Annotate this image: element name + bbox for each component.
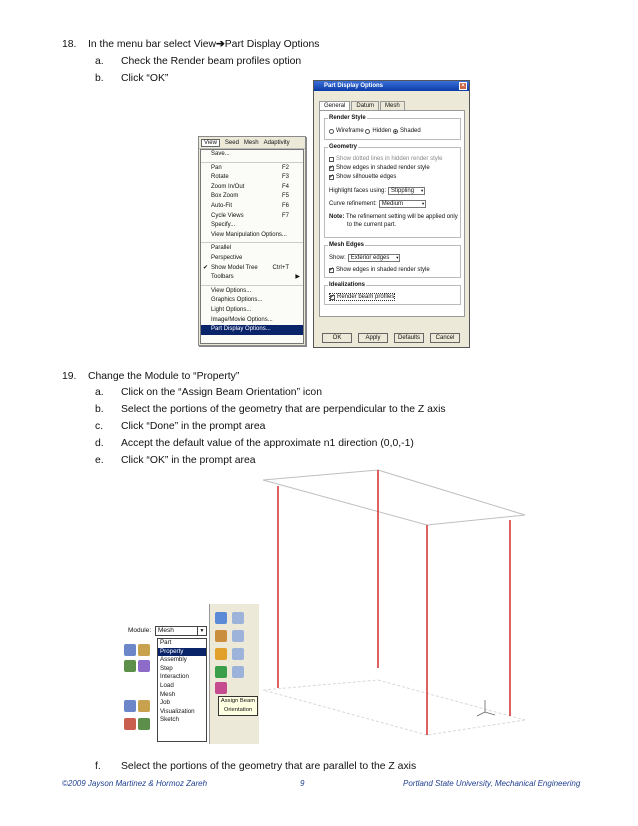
menu-shortcut: F6 [281,202,289,209]
checkbox-label: Show edges in shaded render style [336,267,430,273]
module-select[interactable] [155,626,207,636]
menu-item-label: Light Options... [211,306,252,313]
tool-icon[interactable] [232,630,244,642]
field-label: Curve refinement: [329,201,377,207]
substep-text: Select the portions of the geometry that are parallel to the Z axis [121,761,417,772]
tool-icon[interactable] [138,660,150,672]
menu-shortcut: F7 [281,212,289,219]
tool-icon[interactable] [215,666,227,678]
substep-text: Click “OK” in the prompt area [121,455,256,466]
menu-item-label: Image/Movie Options... [211,316,273,323]
bbox-edge [378,680,525,720]
tab-mesh[interactable]: Mesh [380,101,405,110]
module-label: Module: [128,627,152,634]
footer-page: 9 [300,779,305,788]
note-text: The refinement setting will be applied only [346,214,458,220]
substep-letter: b. [95,404,104,415]
substep-text: Select the portions of the geometry that are perpendicular to the Z axis [121,404,446,415]
substep-text: Accept the default value of the approximate n1 direction (0,0,-1) [121,438,414,449]
assign-beam-orientation-icon[interactable] [215,682,227,694]
chevron-down-icon[interactable]: ▼ [197,627,206,635]
module-option[interactable]: Visualization [160,707,195,715]
tool-icon[interactable] [138,718,150,730]
module-select-value: Mesh [158,627,174,634]
tool-icon[interactable] [138,644,150,656]
submenu-arrow-icon: ▶ [295,274,300,281]
menu-item-label: Cycle Views [211,212,244,219]
menu-item-label: Part Display Options... [211,326,271,333]
highlight-faces-select[interactable]: Stippling ▼ [388,187,425,195]
menu-item-label: Auto-Fit [211,202,233,209]
menu-item-label: Box Zoom [211,193,239,200]
menu-shortcut: F3 [281,174,289,181]
close-icon[interactable]: × [459,82,467,90]
footer-right: Portland State University, Mechanical Engineering [403,779,581,788]
module-option[interactable]: Interaction [160,673,189,681]
menu-shortcut: Ctrl+T [272,264,289,271]
ok-button[interactable]: OK [322,333,352,343]
menu-mesh[interactable]: Mesh [243,139,259,146]
field-label: Show: [329,255,346,261]
group-title: Idealizations [329,282,366,288]
module-option[interactable]: Part [160,639,172,646]
module-option[interactable]: Mesh [160,690,176,698]
bbox-edge [427,720,525,735]
tab-general[interactable]: General [319,101,350,110]
field-label: Highlight faces using: [329,188,387,194]
menu-item-label: Perspective [211,254,243,261]
module-option[interactable]: Sketch [160,716,179,724]
cancel-button[interactable]: Cancel [430,333,460,343]
menu-item-label: View Manipulation Options... [211,231,287,238]
tool-icon[interactable] [124,644,136,656]
module-option[interactable]: Property [158,648,206,657]
substep-letter: f. [95,761,101,772]
module-option[interactable]: Load [160,681,174,689]
checkbox-label: Show silhouette edges [336,174,397,180]
tool-icon[interactable] [232,666,244,678]
menu-item-label: Rotate [211,174,229,181]
substep [95,760,416,773]
step-text: Change the Module to “Property” [88,371,240,382]
menu-item-label: Show Model Tree [211,264,258,271]
beam-columns [278,470,510,735]
bounding-box [263,470,525,735]
group-title: Render Style [329,115,366,121]
checkbox-label: Show dotted lines in hidden render style [336,156,443,162]
tab-datum[interactable]: Datum [351,101,379,110]
substep-letter: e. [95,455,104,466]
apply-button[interactable]: Apply [358,333,388,343]
tool-icon[interactable] [124,718,136,730]
menu-item-label: Parallel [211,245,232,252]
step-number: 19. [62,371,77,382]
substep-letter: c. [95,421,104,432]
menu-item-label: Toolbars [211,274,234,281]
group-title: Geometry [329,144,358,150]
menu-shortcut: F4 [281,183,289,190]
property-toolbox [209,604,259,744]
mesh-edges-select[interactable]: Exterior edges ▼ [348,254,401,262]
radio-label: Wireframe [336,128,364,134]
substep-text: Click “OK” [121,73,169,84]
radio-label: Shaded [400,128,421,134]
dialog-title: Part Display Options [324,83,384,89]
bbox-edge [378,470,525,515]
tool-icon[interactable] [124,700,136,712]
axis-line [477,712,485,716]
module-option[interactable]: Step [160,664,173,672]
tooltip-line: Orientation [223,707,253,713]
menu-item-label: Save... [211,151,230,157]
step-number: 18. [62,39,77,50]
bbox-edge [263,690,427,735]
menu-seed[interactable]: Seed [224,139,239,146]
step-text-b: Part Display Options [224,39,320,50]
bbox-edge [263,470,378,480]
note-label: Note: [329,214,345,220]
toolbox-icons [120,644,154,744]
substep-text: Click on the “Assign Beam Orientation” icon [121,387,322,398]
checkbox-label: Render beam profiles [337,294,395,300]
axis-line [485,712,495,715]
substep-text: Click “Done” in the prompt area [121,421,266,432]
bbox-edge [263,480,427,525]
curve-refinement-select[interactable]: Medium ▼ [379,200,426,208]
menu-shortcut: F2 [281,164,289,171]
tool-icon[interactable] [124,660,136,672]
substep-letter: a. [95,56,104,67]
substep-letter: d. [95,438,104,449]
tooltip [218,696,258,716]
menu-item-label: Specify... [211,222,236,229]
radio-label: Hidden [372,128,392,134]
arrow-right-icon: ➔ [216,39,225,50]
substep-letter: a. [95,387,104,398]
tool-icon[interactable] [232,648,244,660]
tooltip-line: Assign Beam [220,698,256,704]
checkbox-label: Show edges in shaded render style [336,165,430,171]
step-text-a: In the menu bar select View [88,39,217,50]
tool-icon[interactable] [138,700,150,712]
bbox-edge [263,680,378,690]
menu-item-label: Zoom In/Out [211,183,245,190]
footer-left: ©2009 Jayson Martinez & Hormoz Zareh [62,779,208,788]
substep-letter: b. [95,73,104,84]
note-text: to the current part. [347,222,397,228]
tool-icon[interactable] [215,648,227,660]
menu-item-label: Graphics Options... [211,297,263,304]
tool-icon[interactable] [232,612,244,624]
menu-view[interactable]: View [201,139,220,147]
module-option[interactable]: Job [160,699,170,707]
menu-shortcut: F5 [281,193,289,200]
menu-item-label: View Options... [211,287,252,294]
tool-icon[interactable] [215,612,227,624]
tool-icon[interactable] [215,630,227,642]
substep-text: Check the Render beam profiles option [121,56,302,67]
menu-adaptivity[interactable]: Adaptivity [263,139,290,146]
module-dropdown-list [157,638,207,742]
defaults-button[interactable]: Defaults [394,333,424,343]
module-option[interactable]: Assembly [160,656,187,664]
check-icon: ✔ [203,264,209,271]
menu-item-label: Pan [211,164,222,171]
group-title: Mesh Edges [329,242,365,248]
module-toolbox-screenshot [120,604,260,744]
